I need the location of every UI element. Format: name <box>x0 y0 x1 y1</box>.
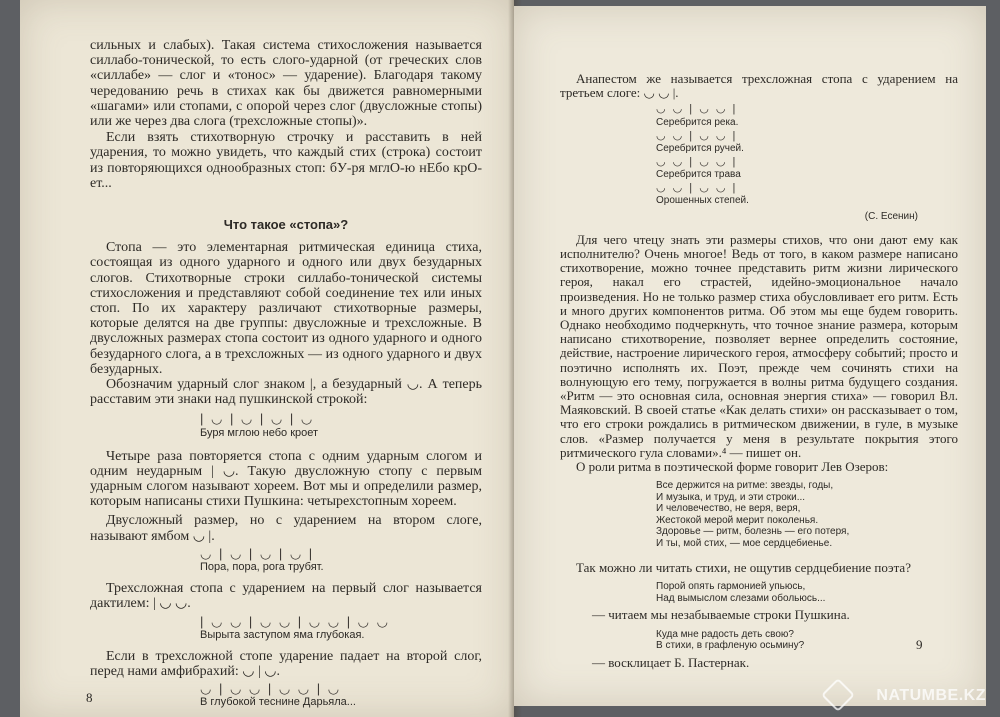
example-line: Буря мглою небо кроет <box>200 426 319 439</box>
paragraph: Так можно ли читать стихи, не ощутив сердцебиение поэта? <box>576 560 911 576</box>
left-page-text <box>90 38 482 708</box>
section-heading: Что такое «стопа»? <box>223 217 349 233</box>
verse-line: Все держится на ритме: звезды, годы, <box>656 480 834 492</box>
paragraph: Для чего чтецу знать эти размеры стихов, что они дают ему как исполнителю? Очень многое! Ведь от того, в каком размере написано стихотворение, можно точнее представить ритм жизни лирического героя, накал его страстей, идейно-эмоциональное начало произведения. Но не только размер стиха обусловливает его ритм. Есть и много других компонентов ритма. Об этом мы еще будем говорить. Однако необходимо подчеркнуть, что точное знание размера, которым написано стихотворение, позволяет вернее определить состояние, действие, настроение лирического героя, атмосферу событий; просто и поэтично исполнять их. Поэт, прежде чем сочинять стихи на волнующую его тему, погружается в волны ритма будущего создания. «Ритм — это основная сила, основная энергия стиха» — говорил Вл. Маяковский. В своей статье «Как делать стихи» он рассказывает о том, что его строки рождались в ритмическом движении, в гуле, в музыке слов. «Размер получается у меня в результате покрытия этого ритмического гула словами».⁴ — пишет он. <box>560 231 958 460</box>
verse-line: Здоровье — ритм, болезнь — его потеря, <box>656 526 850 538</box>
verse-line: Порой опять гармонией упьюсь, <box>656 581 806 593</box>
verse-line: Жестокой мерой мерит поколенья. <box>656 514 819 526</box>
anapest-verse <box>560 102 958 207</box>
verse-line: Серебрится трава <box>656 169 741 181</box>
left-book-page <box>20 0 514 717</box>
verse-line: Над вымыслом слезами обольюсь... <box>656 592 826 604</box>
watermark: NATUMBE.KZ <box>876 687 986 704</box>
paragraph: Четыре раза повторяется стопа с одним ударным слогом и одним неударным | ◡. Такую двусложную стопу с первым ударным слогом называют хореем. Вот мы и определили размер, которым написаны стихи Пушкина: четырехстопным хореем. <box>90 448 482 510</box>
paragraph: Трехсложная стопа с ударением на первый слог называется дактилем: | ◡ ◡. <box>90 581 482 612</box>
paragraph: Стопа — это элементарная ритмическая единица стиха, состоящая из одного ударного и одного или двух безударных слогов. Стихотворные строки силлабо-тонической системы стихосложения и представляют собой соединение тех или иных стоп. По их характеру различают стихотворные размеры, которые делятся на две группы: двусложные и трехсложные. В двусложных размерах стопа состоит из одного ударного и одного безударного слога, а в трехсложных — из одного ударного и двух безударных. <box>90 240 482 377</box>
stress-marks: ◡ ◡ | ◡ ◡ | <box>656 182 738 195</box>
page-number: 8 <box>86 690 93 705</box>
verse-line: Орошенных степей. <box>656 195 749 207</box>
stress-marks: ◡ | ◡ ◡ | ◡ ◡ | ◡ <box>200 681 342 697</box>
example-line: Вырыта заступом яма глубокая. <box>200 628 365 641</box>
paragraph: Анапестом же называется трехсложная стопа с ударением на третьем слоге: ◡ ◡ |. <box>560 71 958 101</box>
pasternak-verse <box>560 629 958 652</box>
verse-line: Серебрится ручей. <box>656 142 744 154</box>
paragraph: О роли ритма в поэтической форме говорит Лев Озеров: <box>576 458 889 474</box>
stress-marks: | ◡ | ◡ | ◡ | ◡ <box>200 411 315 427</box>
stress-marks: ◡ ◡ | ◡ ◡ | <box>656 103 738 116</box>
verse-line: И человечество, не веря, веря, <box>656 503 801 515</box>
pushkin-verse <box>560 581 958 604</box>
paragraph: Если в трехсложной стопе ударение падает на второй слог, перед нами амфибрахий: ◡ | ◡. <box>90 648 482 679</box>
right-page-text <box>560 72 958 670</box>
attribution: (С. Есенин) <box>864 211 918 223</box>
ozerov-verse <box>560 480 958 549</box>
verse-line: Куда мне радость деть свою? <box>656 628 794 640</box>
page-number: 9 <box>916 637 923 652</box>
stress-marks: ◡ ◡ | ◡ ◡ | <box>656 129 738 142</box>
paragraph: Двусложный размер, но с ударением на втором слоге, называют ямбом ◡ |. <box>90 513 482 544</box>
example-line: Пора, пора, рога трубят. <box>200 561 324 574</box>
example-line: В глубокой теснине Дарьяла... <box>200 696 356 709</box>
stress-marks: ◡ ◡ | ◡ ◡ | <box>656 155 738 168</box>
stress-marks: | ◡ ◡ | ◡ ◡ | ◡ ◡ | ◡ ◡ <box>200 613 390 629</box>
paragraph: Обозначим ударный слог знаком |, а безударный ◡. А теперь расставим эти знаки над пушкинской строкой: <box>90 377 482 408</box>
paragraph: сильных и слабых). Такая система стихосложения называется силлабо-тонической, то есть слого-ударной (от греческих слов «силлабе» — слог и «тонос» — ударение). Благодаря такому чередованию речь в стихах как бы движется равномерными «шагами» или стопами, с опорой через слог (двусложные стопы) или же через два слога (трехсложные стопы)». <box>90 38 482 130</box>
verse-line: И музыка, и труд, и эти строки... <box>656 491 806 503</box>
verse-line: Серебрится река. <box>656 116 739 128</box>
paragraph: Если взять стихотворную строчку и расставить в ней ударения, то можно увидеть, что каждый стих (строка) состоит из повторяющихся однообразных стоп: бУ-ря мглО-ю нЕбо крО-ет... <box>90 130 482 191</box>
verse-line: И ты, мой стих, — мое сердцебиенье. <box>656 537 833 549</box>
paragraph: — читаем мы незабываемые строки Пушкина. <box>592 607 850 623</box>
verse-line: В стихи, в графленую осьмину? <box>656 640 805 652</box>
stress-marks: ◡ | ◡ | ◡ | ◡ | <box>200 545 315 561</box>
right-book-page <box>514 6 986 706</box>
paragraph: — восклицает Б. Пастернак. <box>592 654 750 670</box>
